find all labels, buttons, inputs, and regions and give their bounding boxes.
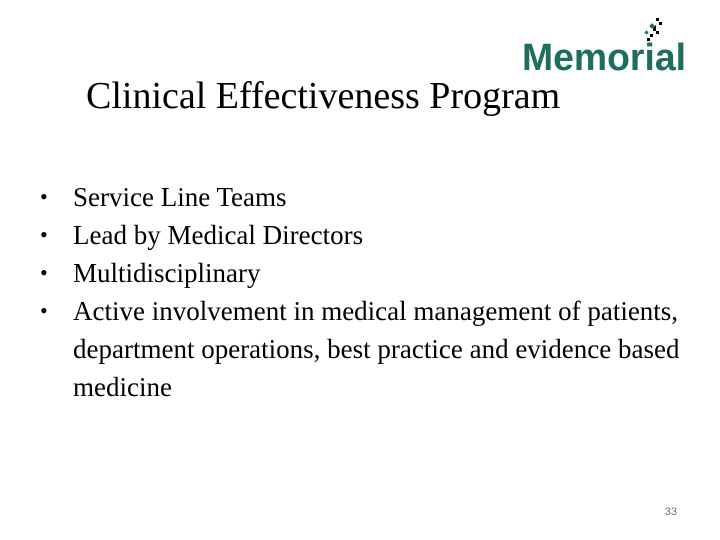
memorial-logo-mark <box>520 14 690 76</box>
bullet-text: Multidisciplinary <box>73 258 261 288</box>
bullet-marker: • <box>40 260 48 285</box>
bullet-text: Active involvement in medical management of patients, department operations, best practice and evidence based medicine <box>73 296 680 402</box>
slide-title: Clinical Effectiveness Program <box>86 75 561 117</box>
list-item <box>40 216 690 254</box>
memorial-logo <box>520 14 690 76</box>
bullet-marker: • <box>40 298 48 323</box>
bullet-marker: • <box>40 184 48 209</box>
bullet-text: Lead by Medical Directors <box>73 220 364 250</box>
list-item <box>40 292 690 406</box>
page-number: 33 <box>664 506 677 518</box>
bullet-marker: • <box>40 222 48 247</box>
logo-text: Memorial <box>522 37 686 76</box>
list-item <box>40 178 690 216</box>
bullet-list <box>40 178 690 406</box>
list-item <box>40 254 690 292</box>
bullet-text: Service Line Teams <box>73 182 287 212</box>
